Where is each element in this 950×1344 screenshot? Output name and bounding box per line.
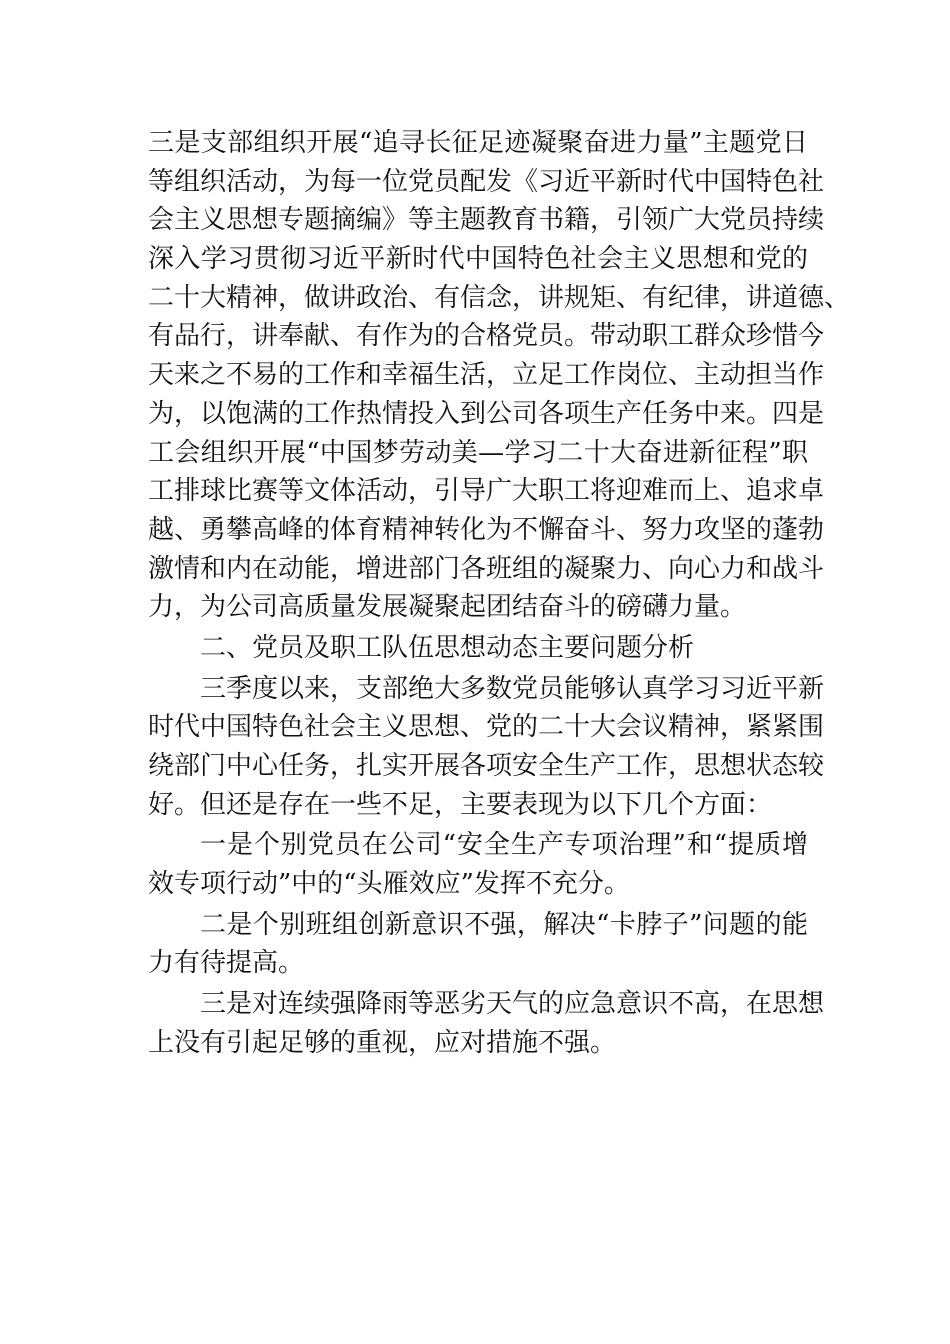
text-line: 力有待提高。 xyxy=(148,948,305,979)
text-line: 效专项行动”中的“头雁效应”发挥不充分。 xyxy=(148,869,630,900)
paragraph-activities xyxy=(148,124,851,627)
text-line: 力，为公司高质量发展凝聚起团结奋斗的磅礴力量。 xyxy=(148,592,747,623)
document-body xyxy=(148,124,851,1063)
text-line: 激情和内在动能，增进部门各班组的凝聚力、向心力和战斗 xyxy=(148,553,825,584)
paragraph-overview xyxy=(148,670,825,825)
text-line: 一是个别党员在公司“安全生产专项治理”和“提质增 xyxy=(200,830,808,861)
text-line: 三季度以来，支部绝大多数党员能够认真学习习近平新 xyxy=(200,673,825,704)
text-line: 三是对连续强降雨等恶劣天气的应急意识不高，在思想 xyxy=(200,989,825,1020)
text-line: 绕部门中心任务，扎实开展各项安全生产工作，思想状态较 xyxy=(148,751,825,781)
text-line: 天来之不易的工作和幸福生活，立足工作岗位、主动担当作 xyxy=(148,360,825,391)
section-heading xyxy=(148,629,808,668)
text-line: 有品行，讲奉献、有作为的合格党员。带动职工群众珍惜今 xyxy=(148,321,825,352)
paragraph-issue-2 xyxy=(148,906,808,983)
text-line: 时代中国特色社会主义思想、党的二十大会议精神，紧紧围 xyxy=(148,712,825,743)
paragraph-issue-3 xyxy=(148,985,825,1062)
text-line: 等组织活动，为每一位党员配发《习近平新时代中国特色社 xyxy=(148,166,825,197)
heading-text: 二、党员及职工队伍思想动态主要问题分析 xyxy=(200,632,695,663)
text-line: 工会组织开展“中国梦劳动美—学习二十大奋进新征程”职 xyxy=(148,437,808,468)
text-line: 三是支部组织开展“追寻长征足迹凝聚奋进力量”主题党日 xyxy=(148,128,808,158)
text-line: 越、勇攀高峰的体育精神转化为不懈奋斗、努力攻坚的蓬勃 xyxy=(148,514,825,545)
text-line: 工排球比赛等文体活动，引导广大职工将迎难而上、追求卓 xyxy=(148,476,825,507)
text-line: 深入学习贯彻习近平新时代中国特色社会主义思想和党的 xyxy=(148,244,808,275)
text-line: 为，以饱满的工作热情投入到公司各项生产任务中来。四是 xyxy=(148,398,825,429)
paragraph-issue-1 xyxy=(148,826,808,903)
text-line: 会主义思想专题摘编》等主题教育书籍，引领广大党员持续 xyxy=(148,205,825,236)
text-line: 二十大精神，做讲政治、有信念，讲规矩、有纪律，讲道德、 xyxy=(148,282,851,313)
text-line: 二是个别班组创新意识不强，解决“卡脖子”问题的能 xyxy=(200,909,808,940)
text-line: 好。但还是存在一些不足，主要表现为以下几个方面： xyxy=(148,789,773,820)
text-line: 上没有引起足够的重视，应对措施不强。 xyxy=(148,1027,617,1058)
